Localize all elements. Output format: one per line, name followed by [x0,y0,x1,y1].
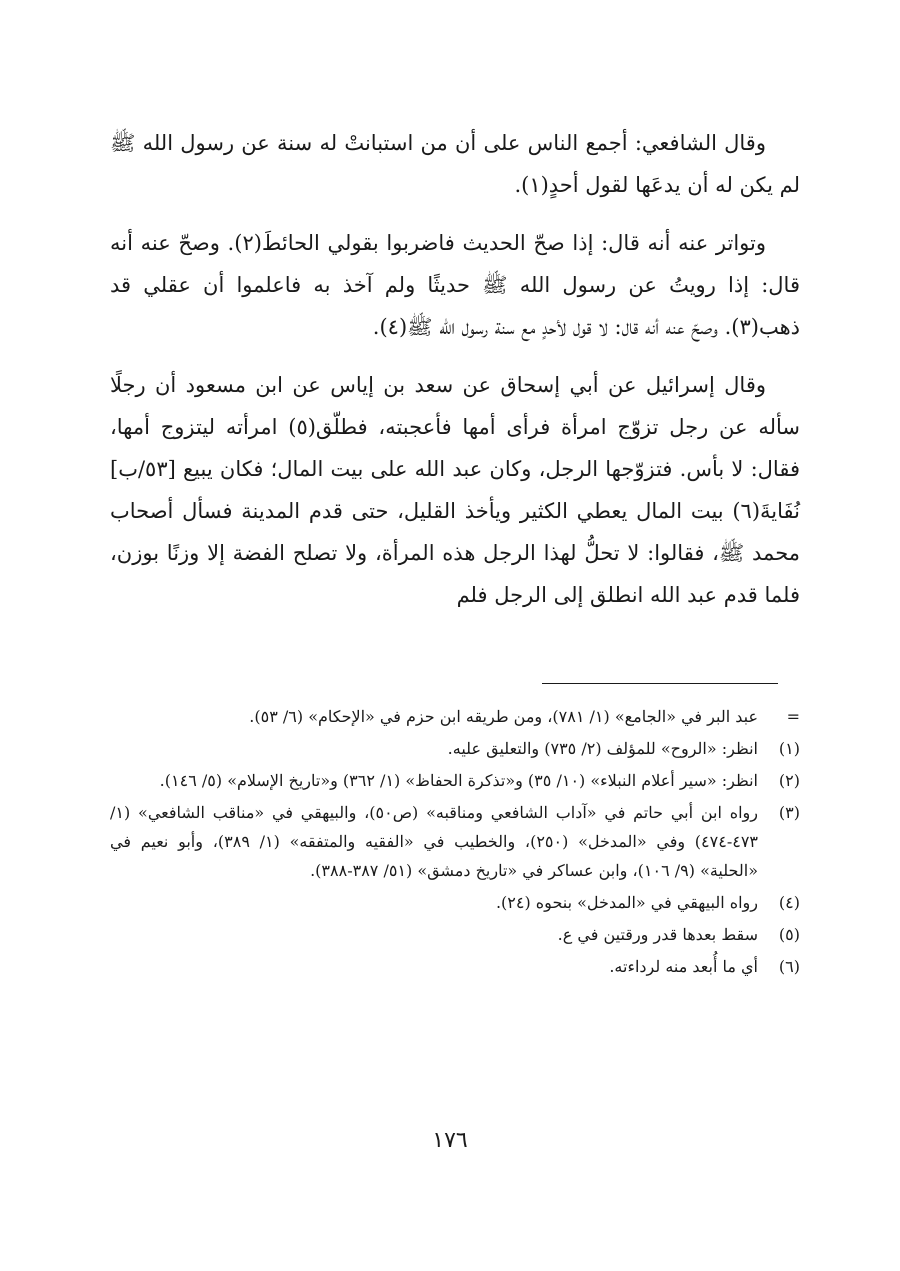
footnotes [110,702,800,984]
footnote [110,798,800,885]
footnote [110,888,800,917]
footnote [110,920,800,949]
footnote-text: أي ما أُبعد منه لرداءته. [609,957,758,976]
footnote-divider [542,683,778,684]
footnote-number: (٤) [778,893,800,912]
paragraph: وتواتر عنه أنه قال: إذا صحّ الحديث فاضربوا بقولي الحائطَ(٢). وصحّ عنه أنه قال: إذا رويتُ عن رسول الله ﷺ حديثًا ولم آخذ به فاعلموا أن عقلي قد ذهب(٣). وصحّ عنه أنه قال: لا قول لأحدٍ مع سنة رسول الله ﷺ(٤). [110,231,800,339]
paragraph: وقال الشافعي: أجمع الناس على أن من استبانتْ له سنة عن رسول الله ﷺ لم يكن له أن يدعَها لقول أحدٍ(١). [110,131,800,197]
footnote-number: = [786,707,800,726]
footnote-number: (٢) [778,771,800,790]
footnote-number: (٣) [778,803,800,822]
footnote-text: سقط بعدها قدر ورقتين في ع. [557,925,758,944]
footnote-number: (٦) [778,957,800,976]
footnote-number: (١) [778,739,800,758]
footnote [110,734,800,763]
footnote [110,766,800,795]
main-text [110,122,800,616]
footnote-text: انظر: «سير أعلام النبلاء» (١٠/ ٣٥) و«تذكرة الحفاظ» (١/ ٣٦٢) و«تاريخ الإسلام» (٥/ ١٤٦). [159,771,758,790]
paragraph: وقال إسرائيل عن أبي إسحاق عن سعد بن إياس عن ابن مسعود أن رجلًا سأله عن رجل تزوّج امرأة فرأى أمها فأعجبته، فطلّق(٥) امرأته ليتزوج أمها، فقال: لا بأس. فتزوّجها الرجل، وكان عبد الله على بيت المال؛ فكان يبيع [٥٣/ب] نُفَايةَ(٦) بيت المال يعطي الكثير ويأخذ القليل، حتى قدم المدينة فسأل أصحاب محمد ﷺ، فقالوا: لا تحلُّ لهذا الرجل هذه المرأة، ولا تصلح الفضة إلا وزنًا بوزن، فلما قدم عبد الله انطلق إلى الرجل فلم [110,373,800,607]
footnote [110,952,800,981]
footnote-continuation [110,702,800,731]
footnote-text: انظر: «الروح» للمؤلف (٢/ ٧٣٥) والتعليق عليه. [447,739,758,758]
footnote-text: عبد البر في «الجامع» (١/ ٧٨١)، ومن طريقه ابن حزم في «الإحكام» (٦/ ٥٣). [249,707,758,726]
page-number: ١٧٦ [432,1128,468,1153]
footnote-text: رواه ابن أبي حاتم في «آداب الشافعي ومناقبه» (ص٥٠)، والبيهقي في «مناقب الشافعي» (١/ ٤٧٣-٤٧٤) وفي «المدخل» (٢٥٠)، والخطيب في «الفقيه والمتفقه» (١/ ٣٨٩)، وأبو نعيم في «الحلية» (٩/ ١٠٦)، وابن عساكر في «تاريخ دمشق» (٥١/ ٣٨٧-٣٨٨). [110,803,759,880]
footnote-number: (٥) [778,925,800,944]
footnote-text: رواه البيهقي في «المدخل» بنحوه (٢٤). [495,893,758,912]
